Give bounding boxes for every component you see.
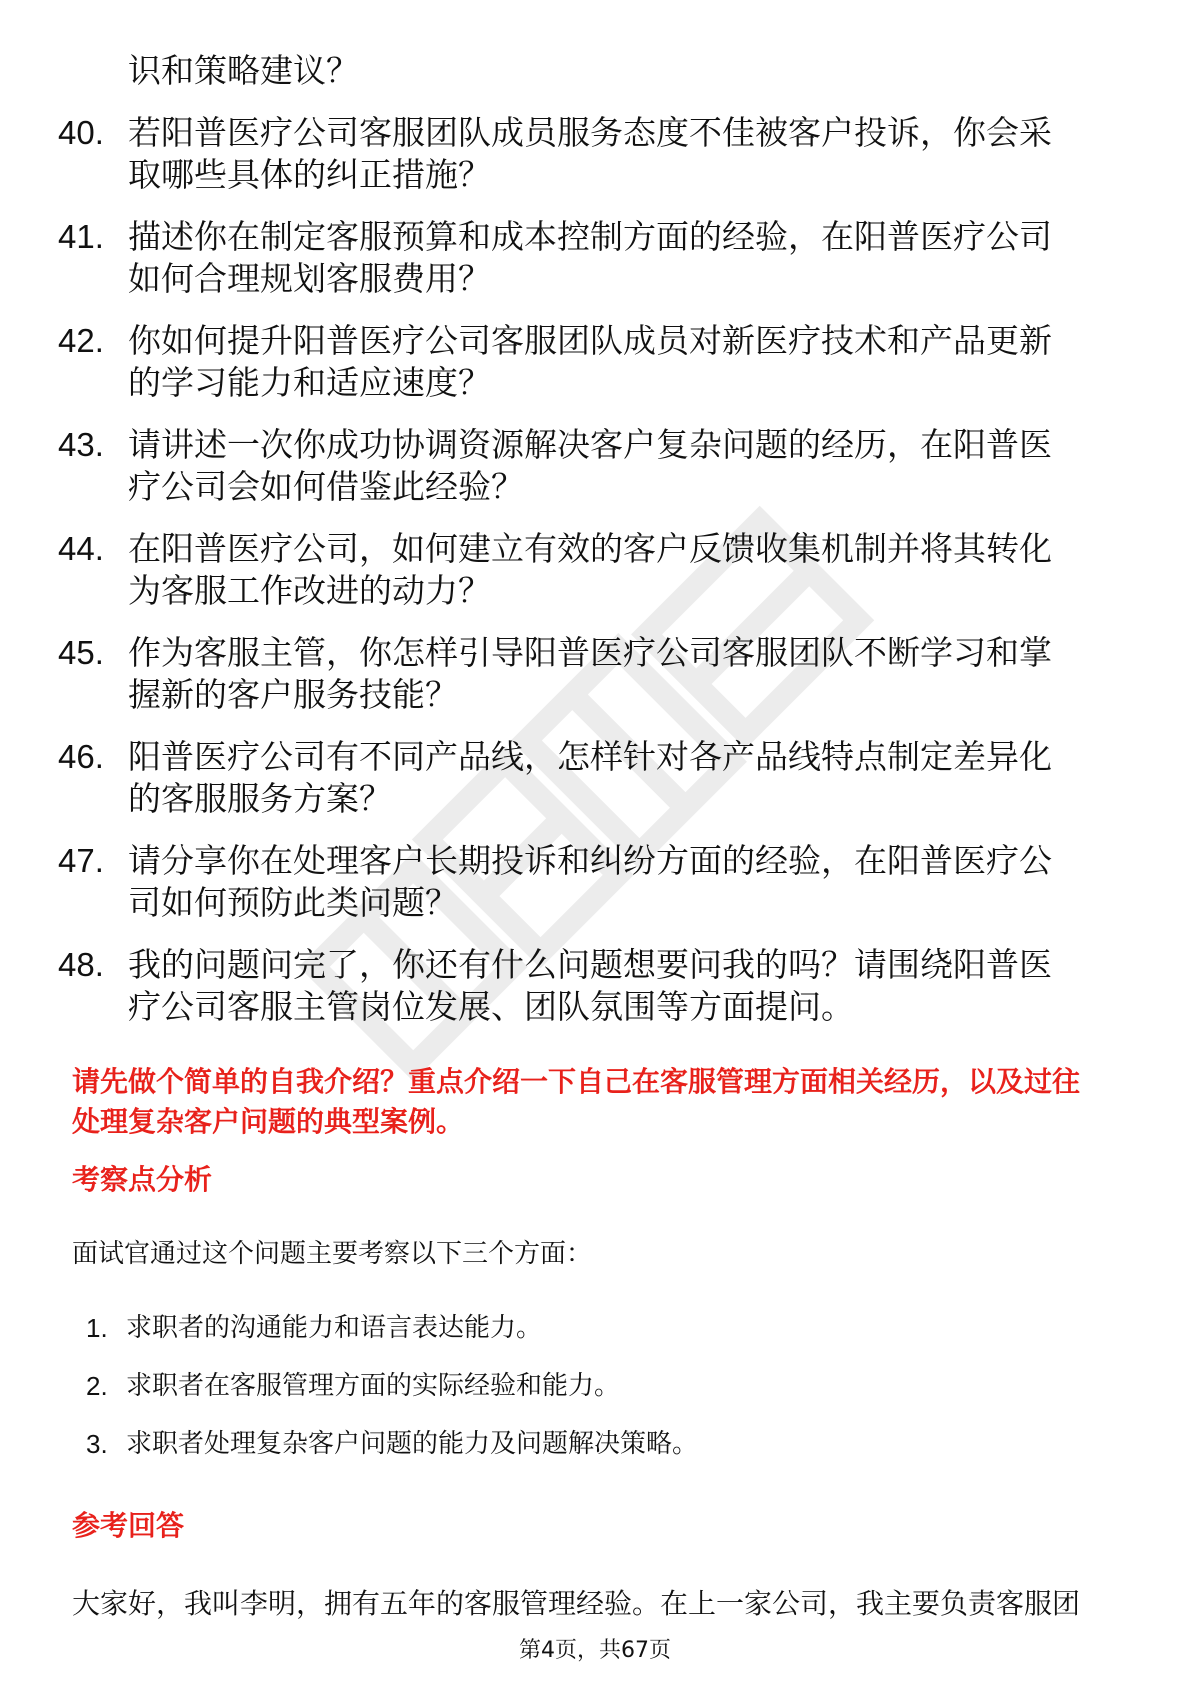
point-text: 求职者处理复杂客户问题的能力及问题解决策略。 <box>126 1429 699 1459</box>
point-number: 3. <box>86 1429 108 1459</box>
question-item <box>0 112 1118 196</box>
question-item <box>0 424 1118 508</box>
point-number: 2. <box>86 1371 108 1401</box>
question-line: 疗公司会如何借鉴此经验？ <box>128 467 524 506</box>
question-line: 请讲述一次你成功协调资源解决客户复杂问题的经历，在阳普医 <box>128 425 1052 464</box>
featured-question-heading <box>72 1062 1132 1142</box>
question-list <box>0 112 1190 1048</box>
question-item <box>0 216 1118 300</box>
question-number: 44. <box>58 530 104 567</box>
question-line: 取哪些具体的纠正措施？ <box>128 155 491 194</box>
question-line: 我的问题问完了，你还有什么问题想要问我的吗？请围绕阳普医 <box>128 945 1052 984</box>
question-line: 在阳普医疗公司，如何建立有效的客户反馈收集机制并将其转化 <box>128 529 1052 568</box>
question-line: 若阳普医疗公司客服团队成员服务态度不佳被客户投诉，你会采 <box>128 113 1052 152</box>
question-number: 41. <box>58 218 104 255</box>
question-number: 43. <box>58 426 104 463</box>
question-line: 请分享你在处理客户长期投诉和纠纷方面的经验，在阳普医疗公 <box>128 841 1052 880</box>
question-number: 47. <box>58 842 104 879</box>
point-text: 求职者在客服管理方面的实际经验和能力。 <box>126 1371 621 1401</box>
analysis-point <box>0 1426 1190 1462</box>
question-line: 司如何预防此类问题？ <box>128 883 458 922</box>
question-number: 45. <box>58 634 104 671</box>
reference-answer-text: 大家好，我叫李明，拥有五年的客服管理经验。在上一家公司，我主要负责客服团 <box>72 1587 1081 1620</box>
reference-answer-heading: 参考回答 <box>72 1509 185 1542</box>
question-item <box>0 632 1118 716</box>
question-line: 疗公司客服主管岗位发展、团队氛围等方面提问。 <box>128 987 854 1026</box>
question-line: 阳普医疗公司有不同产品线，怎样针对各产品线特点制定差异化 <box>128 737 1052 776</box>
question-line: 作为客服主管，你怎样引导阳普医疗公司客服团队不断学习和掌 <box>128 633 1052 672</box>
question-item <box>0 528 1118 612</box>
question-item <box>0 840 1118 924</box>
analysis-points-list <box>0 1310 1190 1484</box>
question-line: 如何合理规划客服费用？ <box>128 259 491 298</box>
question-line: 为客服工作改进的动力？ <box>128 571 491 610</box>
point-text: 求职者的沟通能力和语言表达能力。 <box>126 1313 543 1343</box>
analysis-point <box>0 1310 1190 1346</box>
question-line: 的学习能力和适应速度？ <box>128 363 491 402</box>
question-number: 48. <box>58 946 104 983</box>
question-line: 握新的客户服务技能？ <box>128 675 458 714</box>
question-number: 40. <box>58 114 104 151</box>
analysis-heading: 考察点分析 <box>72 1163 213 1196</box>
featured-question-line: 处理复杂客户问题的典型案例。 <box>72 1105 465 1138</box>
analysis-point <box>0 1368 1190 1404</box>
question-number: 46. <box>58 738 104 775</box>
point-number: 1. <box>86 1313 108 1343</box>
question-item <box>0 736 1118 820</box>
question-line: 的客服服务方案？ <box>128 779 392 818</box>
page-number-footer: 第4页，共67页 <box>519 1638 671 1663</box>
analysis-intro: 面试官通过这个问题主要考察以下三个方面： <box>72 1239 593 1269</box>
question-item <box>0 320 1118 404</box>
continued-question-text: 识和策略建议？ <box>128 51 359 90</box>
question-number: 42. <box>58 322 104 359</box>
featured-question-line: 请先做个简单的自我介绍？重点介绍一下自己在客服管理方面相关经历，以及过往 <box>72 1065 1081 1098</box>
question-line: 你如何提升阳普医疗公司客服团队成员对新医疗技术和产品更新 <box>128 321 1052 360</box>
question-item <box>0 944 1118 1028</box>
question-line: 描述你在制定客服预算和成本控制方面的经验，在阳普医疗公司 <box>128 217 1052 256</box>
